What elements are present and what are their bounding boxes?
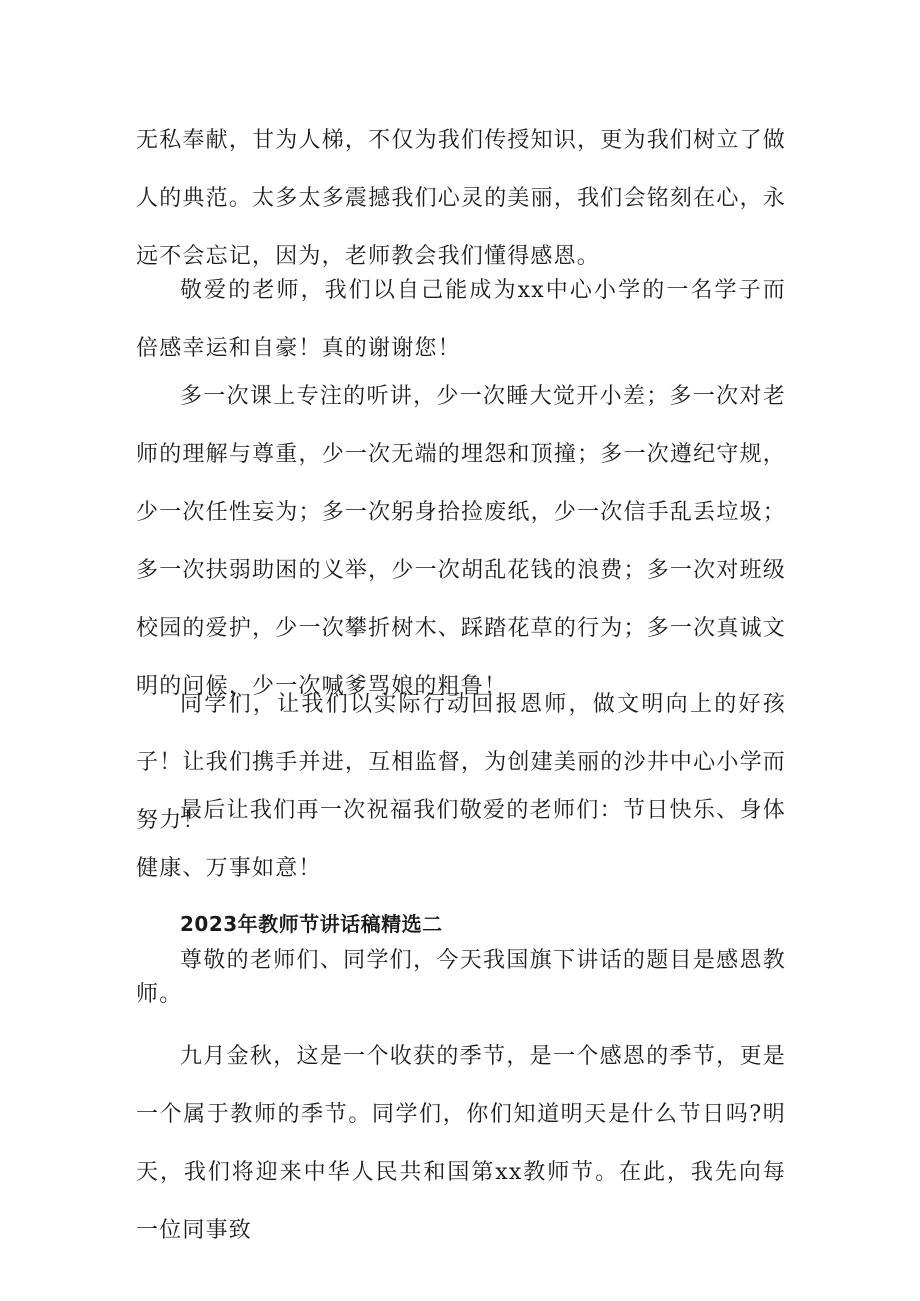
section-heading: 2023年教师节讲话稿精选二	[180, 912, 443, 936]
paragraph-call-to-action: 同学们，让我们以实际行动回报恩师，做文明向上的好孩子！让我们携手并进，互相监督，为创建美丽的沙井中心小学而努力！	[136, 692, 786, 833]
paragraph-pledges: 多一次课上专注的听讲，少一次睡大觉开小差；多一次对老师的理解与尊重，少一次无端的埋怨和顶撞；多一次遵纪守规，少一次任性妄为；多一次躬身拾捡废纸，少一次信手乱丢垃圾；多一次扶弱助困的义举，少一次胡乱花钱的浪费；多一次对班级校园的爱护，少一次攀折树木、踩踏花草的行为；多一次真诚文明的问候，少一次喊爹骂娘的粗鲁！	[136, 384, 786, 699]
paragraph-greeting: 尊敬的老师们、同学们，今天我国旗下讲话的题目是感恩教师。	[136, 948, 786, 1007]
paragraph-september: 九月金秋，这是一个收获的季节，是一个感恩的季节，更是一个属于教师的季节。同学们，你们知道明天是什么节日吗?明天，我们将迎来中华人民共和国第xx教师节。在此，我先向每一位同事致	[136, 1044, 786, 1243]
paragraph-continuation: 无私奉献，甘为人梯，不仅为我们传授知识，更为我们树立了做人的典范。太多太多震撼我们心灵的美丽，我们会铭刻在心，永远不会忘记，因为，老师教会我们懂得感恩。	[136, 128, 786, 269]
paragraph-gratitude: 敬爱的老师，我们以自己能成为xx中心小学的一名学子而倍感幸运和自豪！真的谢谢您！	[136, 278, 786, 361]
paragraph-blessing: 最后让我们再一次祝福我们敬爱的老师们：节日快乐、身体健康、万事如意！	[136, 798, 786, 881]
